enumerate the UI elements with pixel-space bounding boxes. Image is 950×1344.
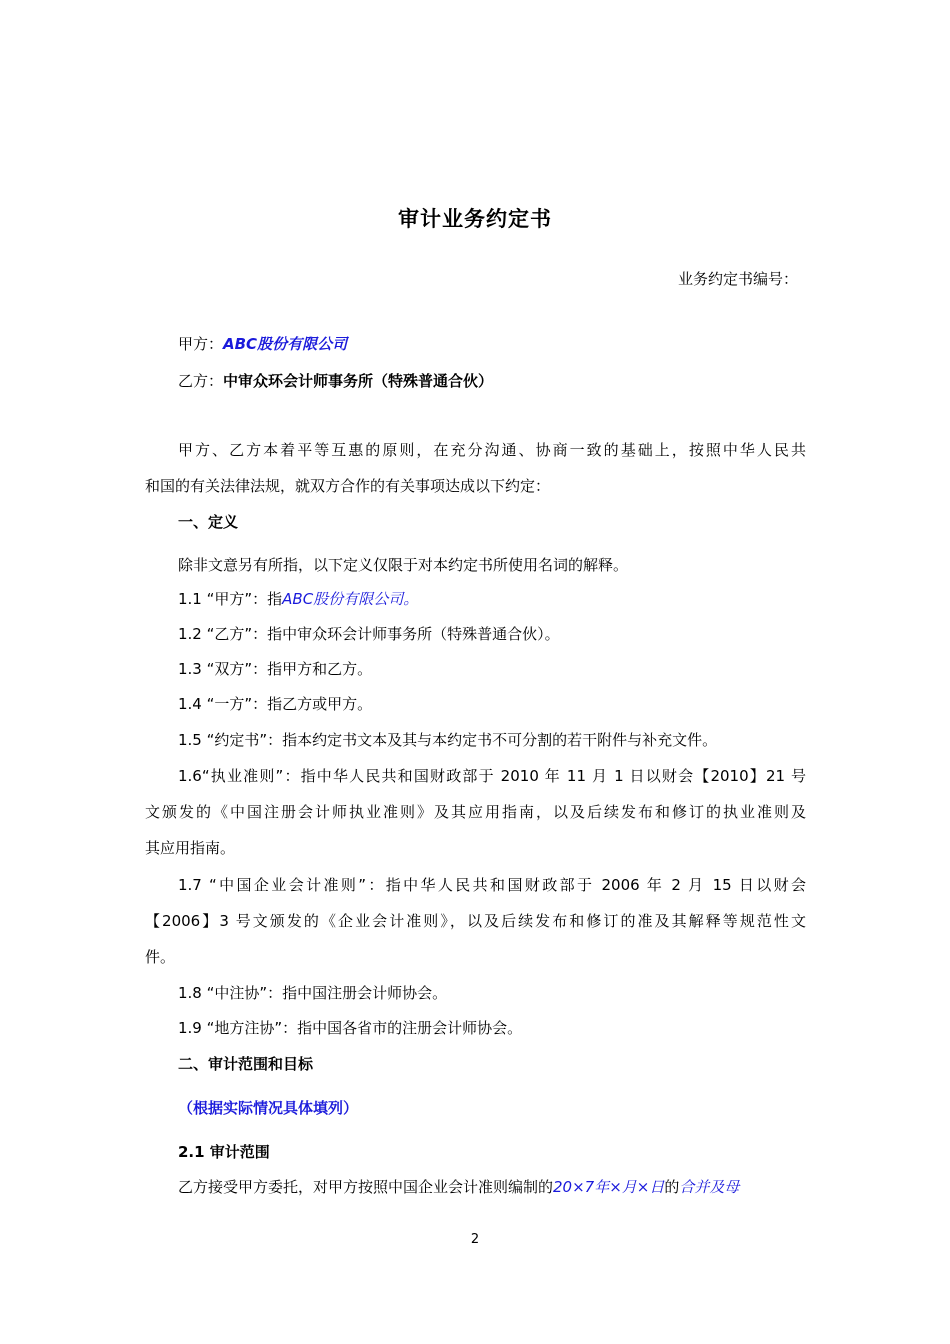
definition-1-1-name: ABC股份有限公司。 [282, 590, 419, 608]
intro-paragraph-line2: 和国的有关法律法规，就双方合作的有关事项达成以下约定： [145, 477, 551, 495]
definition-1-7-line1: 1.7 “中国企业会计准则”：指中华人民共和国财政部于 2006 年 2 月 15 日以财会 [178, 876, 806, 894]
section2-1-text [178, 1177, 739, 1197]
definition-1-7-line3: 件。 [145, 948, 176, 966]
section2-1-date: 20×7年×月×日 [553, 1178, 665, 1196]
definition-1-6-line3: 其应用指南。 [145, 839, 236, 857]
section2-heading: 二、审计范围和目标 [178, 1055, 314, 1073]
section1-heading: 一、定义 [178, 513, 239, 531]
party-a-line [178, 334, 347, 354]
document-title: 审计业务约定书 [398, 207, 552, 231]
definition-1-1-prefix: 1.1 “甲方”：指 [178, 590, 283, 608]
intro-paragraph-line1: 甲方、乙方本着平等互惠的原则，在充分沟通、协商一致的基础上，按照中华人民共 [178, 441, 806, 459]
definition-1-4: 1.4 “一方”：指乙方或甲方。 [178, 695, 373, 713]
section2-1-text-prefix: 乙方接受甲方委托，对甲方按照中国企业会计准则编制的 [178, 1178, 554, 1196]
definition-1-2: 1.2 “乙方”：指中审众环会计师事务所（特殊普通合伙）。 [178, 625, 560, 643]
definition-1-3: 1.3 “双方”：指甲方和乙方。 [178, 660, 373, 678]
definition-1-6-line2: 文颁发的《中国注册会计师执业准则》及其应用指南，以及后续发布和修订的执业准则及 [145, 803, 806, 821]
party-b-line [178, 371, 493, 391]
definition-1-6-line1: 1.6“执业准则”：指中华人民共和国财政部于 2010 年 11 月 1 日以财会【2010】21 号 [178, 767, 806, 785]
definition-1-7-line2: 【2006】3 号文颁发的《企业会计准则》，以及后续发布和修订的准及其解释等规范性文 [145, 912, 806, 930]
party-a-name: ABC股份有限公司 [223, 335, 348, 353]
definition-1-5: 1.5 “约定书”：指本约定书文本及其与本约定书不可分割的若干附件与补充文件。 [178, 731, 718, 749]
section2-1-mid: 的 [664, 1178, 680, 1196]
party-b-label: 乙方： [178, 372, 224, 390]
contract-number-label: 业务约定书编号： [677, 270, 798, 288]
party-b-name: 中审众环会计师事务所（特殊普通合伙） [223, 372, 494, 390]
page-number: 2 [470, 1232, 480, 1247]
definition-1-1 [178, 589, 418, 609]
definition-1-9: 1.9 “地方注协”：指中国各省市的注册会计师协会。 [178, 1019, 523, 1037]
section1-intro: 除非文意另有所指，以下定义仅限于对本约定书所使用名词的解释。 [178, 556, 629, 574]
section2-1-tail: 合并及母 [679, 1178, 740, 1196]
definition-1-8: 1.8 “中注协”：指中国注册会计师协会。 [178, 984, 448, 1002]
section2-1-heading: 2.1 审计范围 [178, 1143, 270, 1161]
section2-note: （根据实际情况具体填列） [178, 1099, 359, 1117]
party-a-label: 甲方： [178, 335, 224, 353]
